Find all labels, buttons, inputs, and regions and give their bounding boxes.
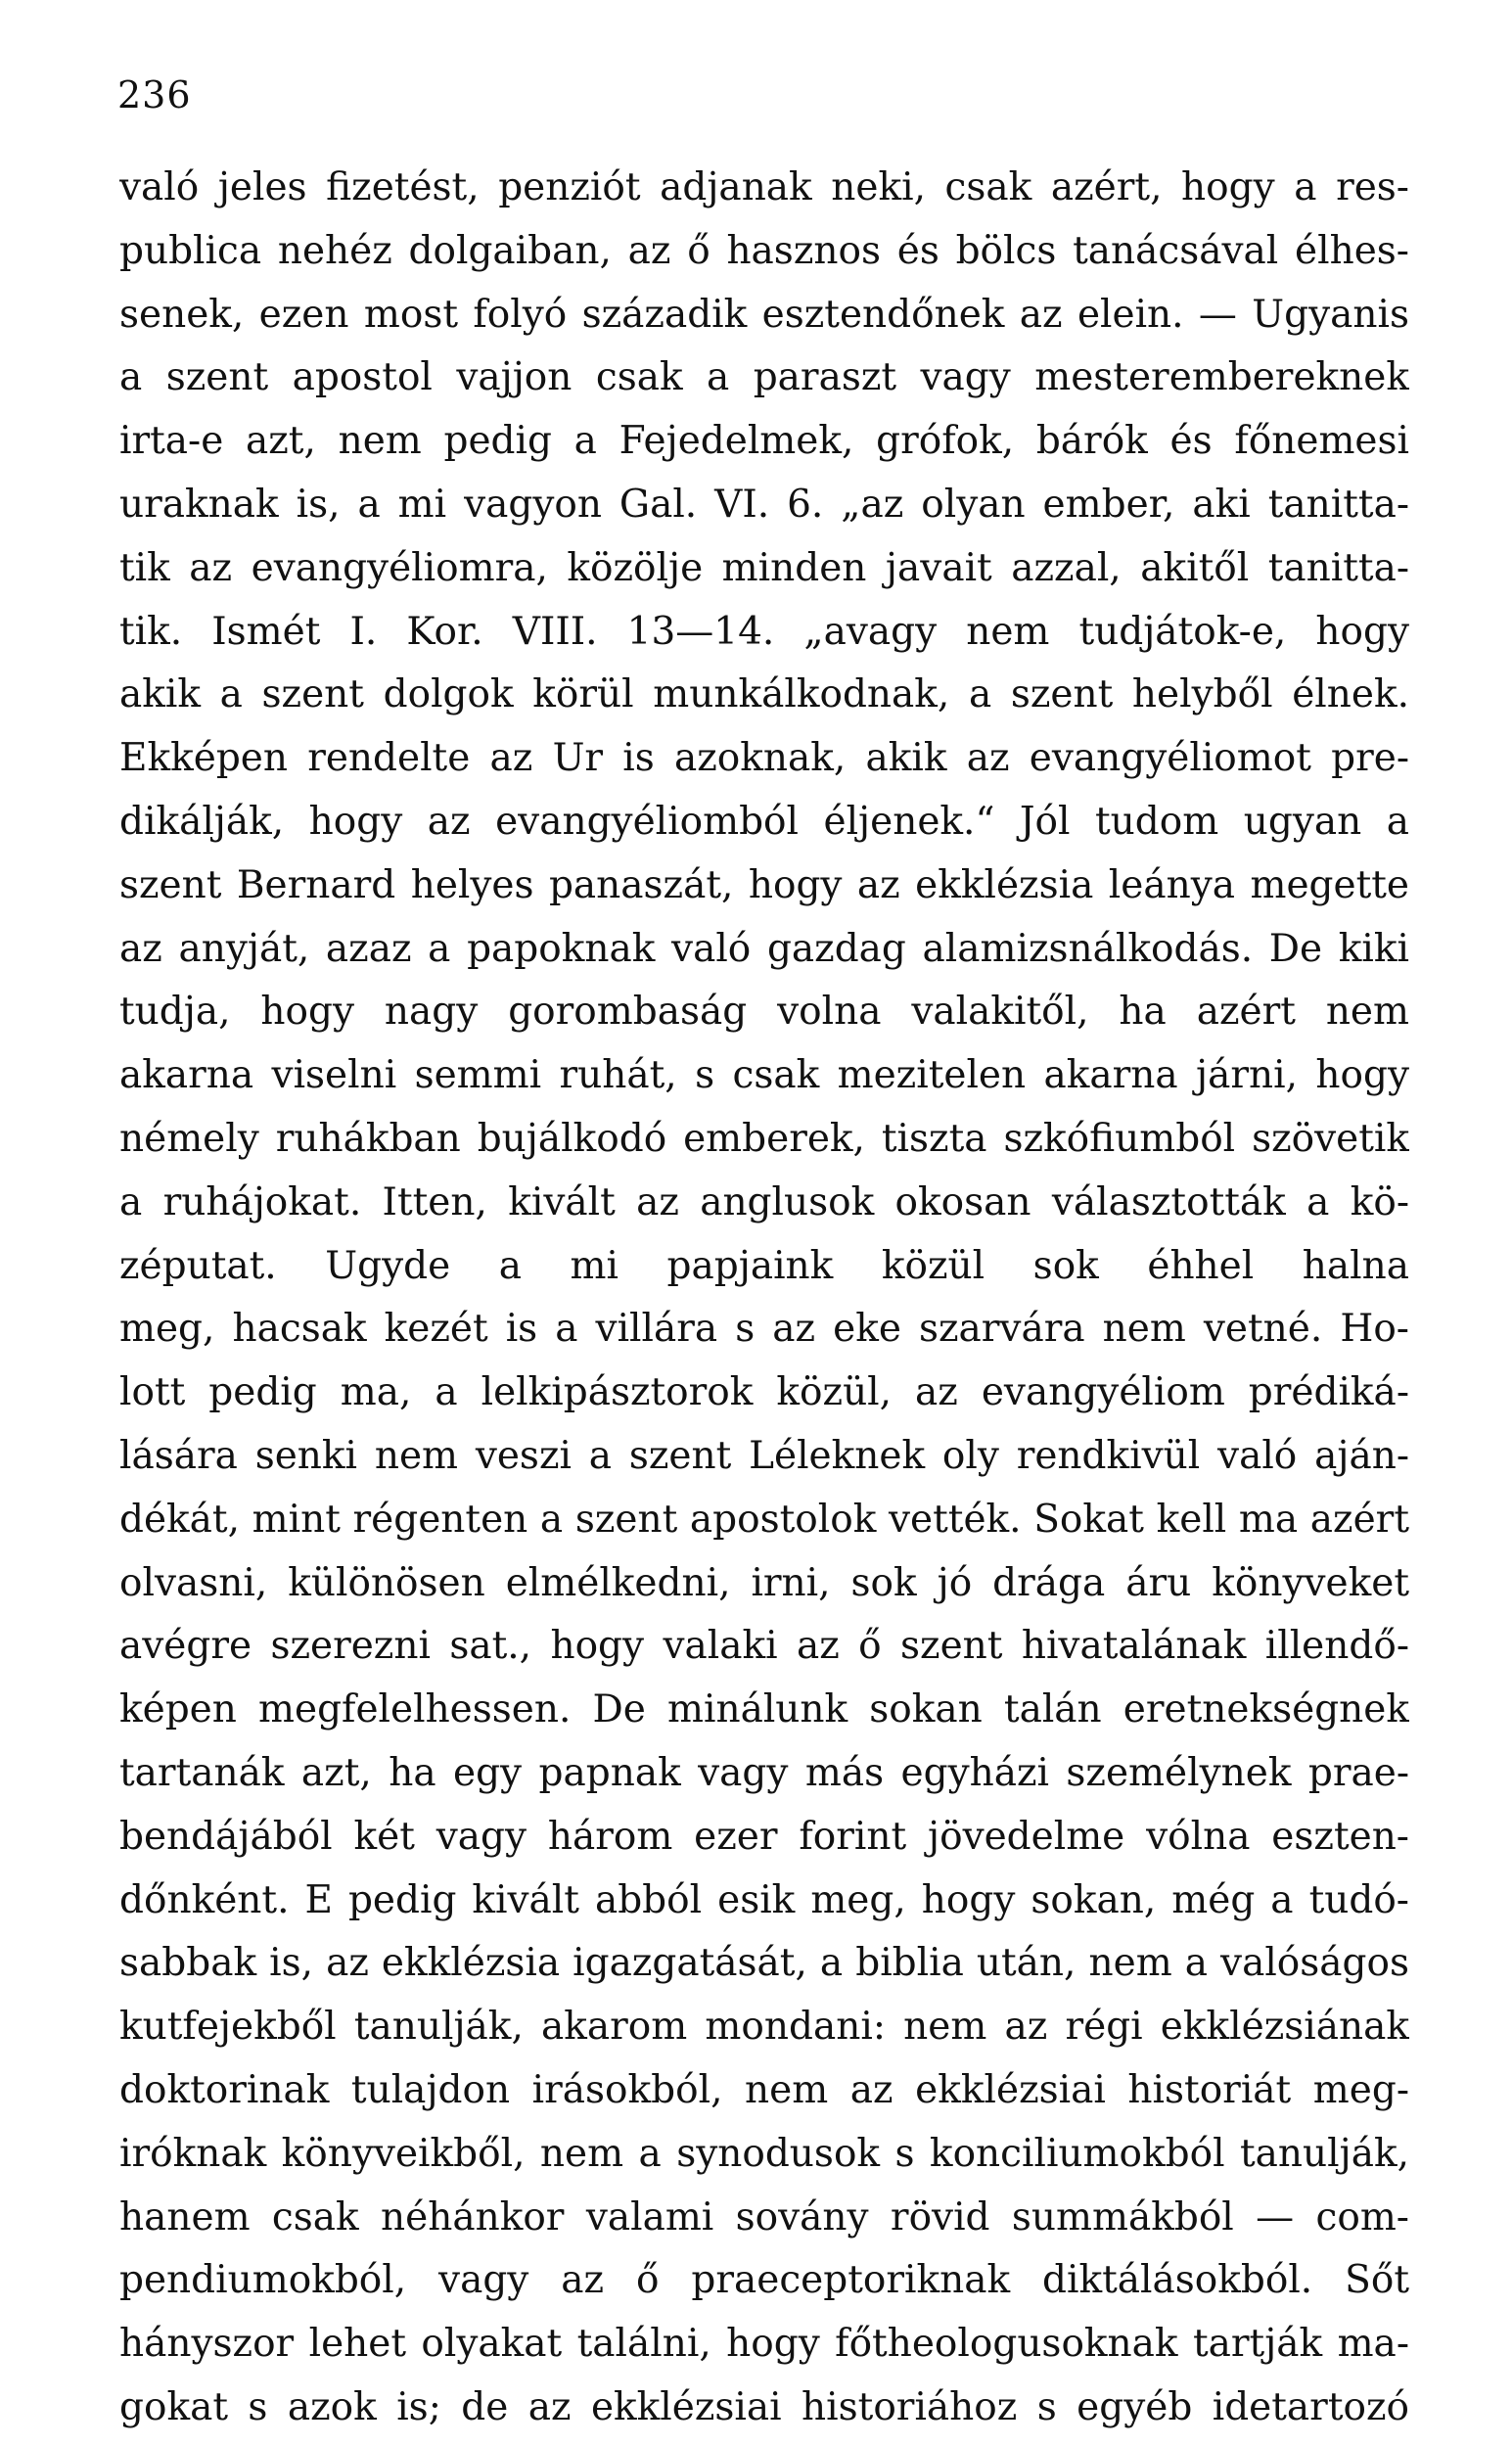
text-line: zéputat. Ugyde a mi papjaink közül sok éhhel halna	[119, 1243, 1409, 1288]
text-line: dikálják, hogy az evangyéliomból éljenek.“ Jól tudom ugyan a	[119, 799, 1409, 844]
text-line: tik. Ismét I. Kor. VIII. 13—14. „avagy nem tudjátok-e, hogy	[119, 609, 1409, 654]
text-line: sabbak is, az ekklézsia igazgatását, a biblia után, nem a valóságos	[119, 1941, 1409, 1986]
text-line: szent Bernard helyes panaszát, hogy az ekklézsia leánya megette	[119, 862, 1409, 907]
text-line: iróknak könyveikből, nem a synodusok s konciliumokból tanulják,	[119, 2131, 1409, 2176]
text-line: doktorinak tulajdon irásokból, nem az ekklézsiai historiát meg-	[119, 2067, 1409, 2112]
text-line: hanem csak néhánkor valami sovány rövid summákból — com-	[119, 2194, 1409, 2239]
text-line: dékát, mint régenten a szent apostolok vették. Sokat kell ma azért	[119, 1497, 1409, 1542]
text-line: avégre szerezni sat., hogy valaki az ő szent hivatalának illendő-	[119, 1624, 1409, 1669]
text-line: kutfejekből tanulják, akarom mondani: nem az régi ekklézsiának	[119, 2005, 1409, 2050]
text-line: meg, hacsak kezét is a villára s az eke szarvára nem vetné. Ho-	[119, 1307, 1409, 1352]
text-line: irta-e azt, nem pedig a Fejedelmek, grófok, bárók és főnemesi	[119, 419, 1409, 464]
text-line: dőnként. E pedig kivált abból esik meg, hogy sokan, még a tudó-	[119, 1877, 1409, 1922]
text-line: tartanák azt, ha egy papnak vagy más egyházi személynek prae-	[119, 1750, 1409, 1795]
text-line: tudja, hogy nagy gorombaság volna valakitől, ha azért nem	[119, 990, 1409, 1035]
text-line: publica nehéz dolgaiban, az ő hasznos és bölcs tanácsával élhes-	[119, 228, 1409, 273]
text-line: akarna viselni semmi ruhát, s csak mezitelen akarna járni, hogy	[119, 1053, 1409, 1098]
text-line: az anyját, azaz a papoknak való gazdag alamizsnálkodás. De kiki	[119, 926, 1409, 971]
text-line: Ekképen rendelte az Ur is azoknak, akik az evangyéliomot pre-	[119, 736, 1409, 781]
text-line: lására senki nem veszi a szent Léleknek oly rendkivül való aján-	[119, 1433, 1409, 1478]
text-line: lott pedig ma, a lelkipásztorok közül, az evangyéliom prédiká-	[119, 1370, 1409, 1415]
text-line: senek, ezen most folyó századik esztendőnek az elein. — Ugyanis	[119, 292, 1409, 337]
page-number: 236	[117, 73, 192, 116]
text-line: a szent apostol vajjon csak a paraszt vagy mesterembereknek	[119, 355, 1409, 400]
text-line: uraknak is, a mi vagyon Gal. VI. 6. „az olyan ember, aki tanitta-	[119, 482, 1409, 527]
text-line: a ruhájokat. Itten, kivált az anglusok okosan választották a kö-	[119, 1179, 1409, 1224]
text-line: pendiumokból, vagy az ő praeceptoriknak diktálásokból. Sőt	[119, 2258, 1409, 2303]
text-line: való jeles fizetést, penziót adjanak neki, csak azért, hogy a res-	[119, 165, 1409, 209]
text-line: némely ruhákban bujálkodó emberek, tiszta szkófiumból szövetik	[119, 1116, 1409, 1161]
text-line: tik az evangyéliomra, közölje minden javait azzal, akitől tanitta-	[119, 545, 1409, 590]
body-text	[119, 157, 1409, 2440]
text-line: akik a szent dolgok körül munkálkodnak, a szent helyből élnek.	[119, 672, 1409, 717]
text-line: képen megfelelhessen. De minálunk sokan talán eretnekségnek	[119, 1687, 1409, 1732]
text-line: gokat s azok is; de az ekklézsiai historiához s egyéb idetartozó	[119, 2384, 1409, 2429]
text-line: hányszor lehet olyakat találni, hogy főtheologusoknak tartják ma-	[119, 2322, 1409, 2367]
text-line: olvasni, különösen elmélkedni, irni, sok jó drága áru könyveket	[119, 1560, 1409, 1605]
text-line: bendájából két vagy három ezer forint jövedelme vólna eszten-	[119, 1814, 1409, 1859]
